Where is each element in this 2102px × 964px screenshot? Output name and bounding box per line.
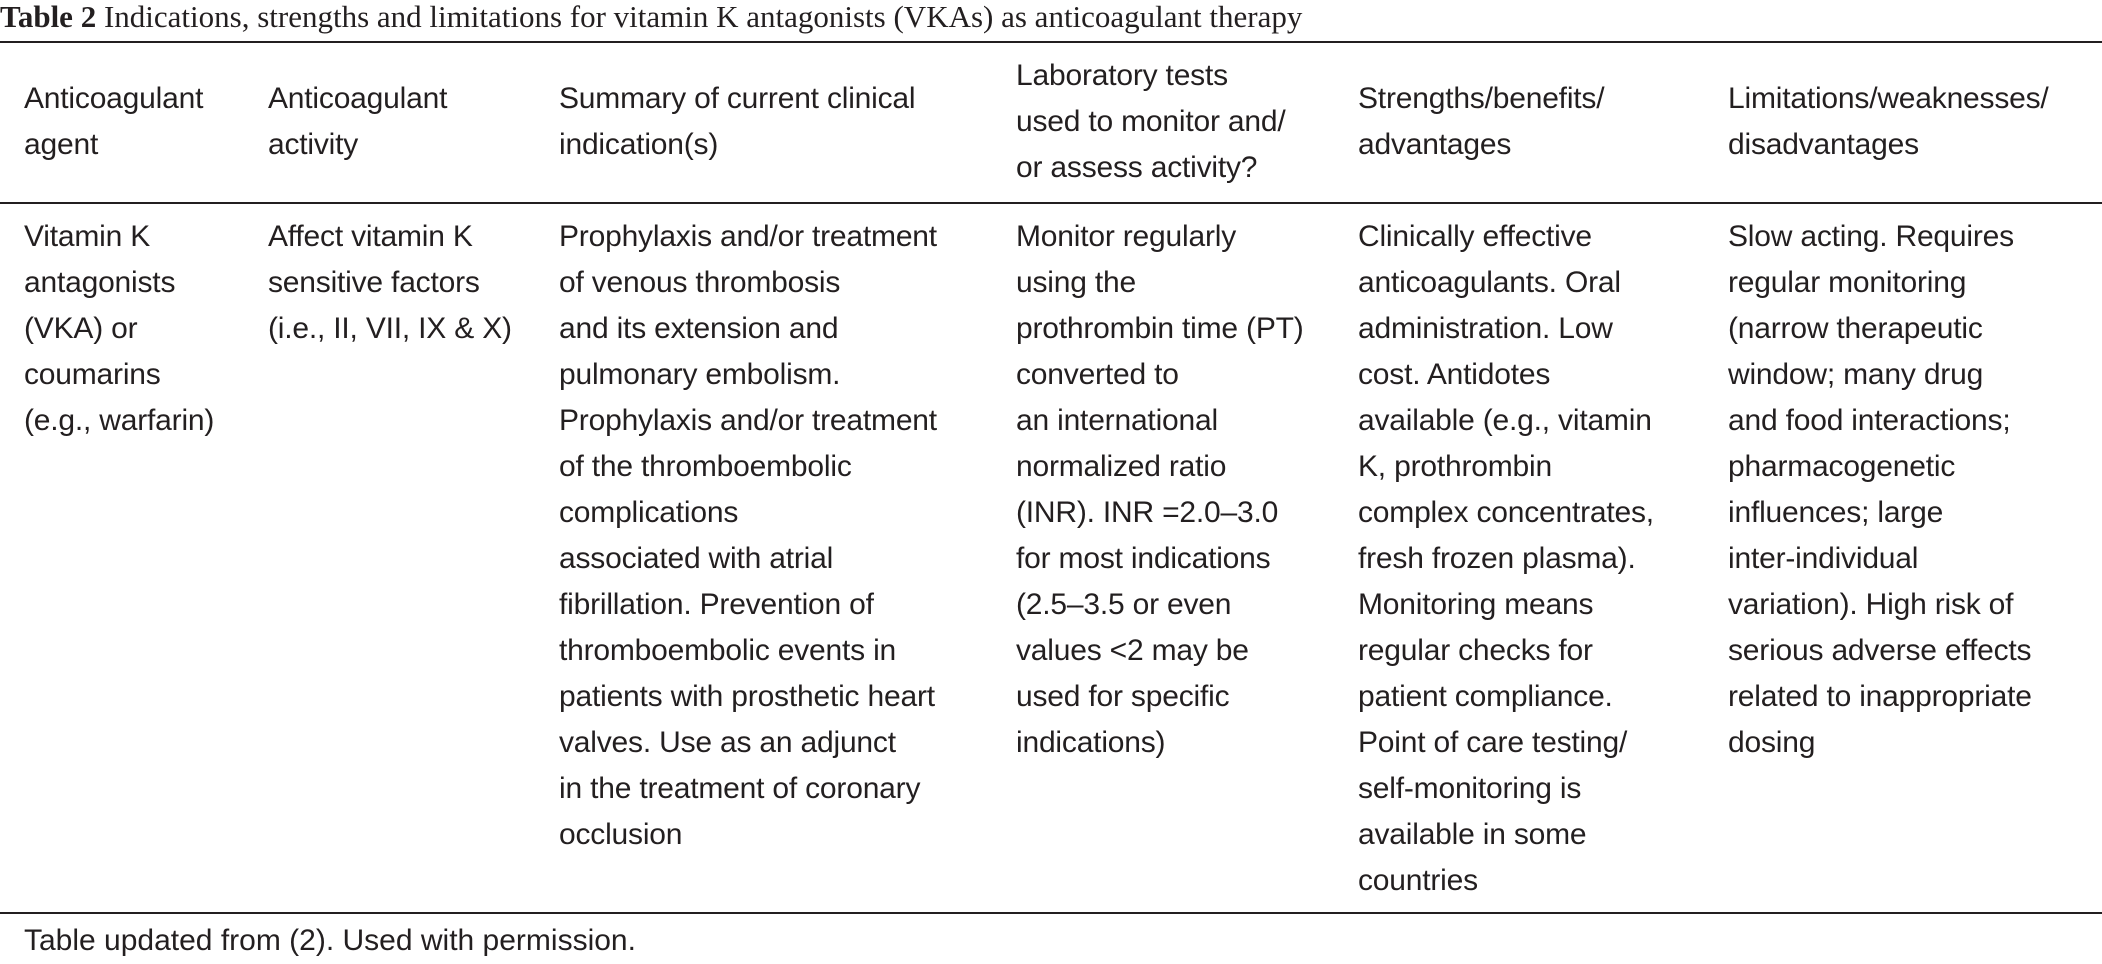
cell-agent: Vitamin K antagonists (VKA) or coumarins (e.g., warfarin)	[24, 220, 215, 437]
header-strengths: Strengths/benefits/ advantages	[1358, 82, 1605, 161]
cell-laboratory-tests: Monitor regularly using the prothrombin time (PT) converted to an international normalized ratio (INR). INR =2.0–3.0 for most indications (2.5–3.5 or even values <2 may be used for specific indications)	[1016, 220, 1304, 759]
cell-strengths: Clinically effective anticoagulants. Oral administration. Low cost. Antidotes available (e.g., vitamin K, prothrombin complex concentrates, fresh frozen plasma). Monitoring means regular checks for patient compliance. Point of care testing/ self-monitoring is available in some countries	[1358, 220, 1654, 897]
table-caption-text: Indications, strengths and limitations for vitamin K antagonists (VKAs) as anticoagulant therapy	[96, 0, 1303, 34]
header-limitations: Limitations/weaknesses/ disadvantages	[1728, 82, 2049, 161]
cell-indications: Prophylaxis and/or treatment of venous thrombosis and its extension and pulmonary embolism. Prophylaxis and/or treatment of the thromboembolic complications associated with atrial fibrillation. Prevention of thromboembolic events in patients with prosthetic heart valves. Use as an adjunct in the treatment of coronary occlusion	[559, 220, 937, 851]
table-bottom-rule	[0, 912, 2102, 914]
table-footnote: Table updated from (2). Used with permission.	[24, 924, 636, 957]
table-top-rule	[0, 41, 2102, 43]
header-anticoagulant-agent: Anticoagulant agent	[24, 82, 204, 161]
header-laboratory-tests: Laboratory tests used to monitor and/ or assess activity?	[1016, 59, 1286, 184]
table-header-rule	[0, 202, 2102, 204]
header-anticoagulant-activity: Anticoagulant activity	[268, 82, 448, 161]
table-caption	[0, 0, 1302, 40]
table-caption-label: Table 2	[0, 0, 97, 34]
cell-activity: Affect vitamin K sensitive factors (i.e., II, VII, IX & X)	[268, 220, 512, 345]
header-clinical-indications: Summary of current clinical indication(s)	[559, 82, 916, 161]
cell-limitations: Slow acting. Requires regular monitoring (narrow therapeutic window; many drug and food interactions; pharmacogenetic influences; large inter-individual variation). High risk of serious adverse effects related to inappropriate dosing	[1728, 220, 2032, 759]
